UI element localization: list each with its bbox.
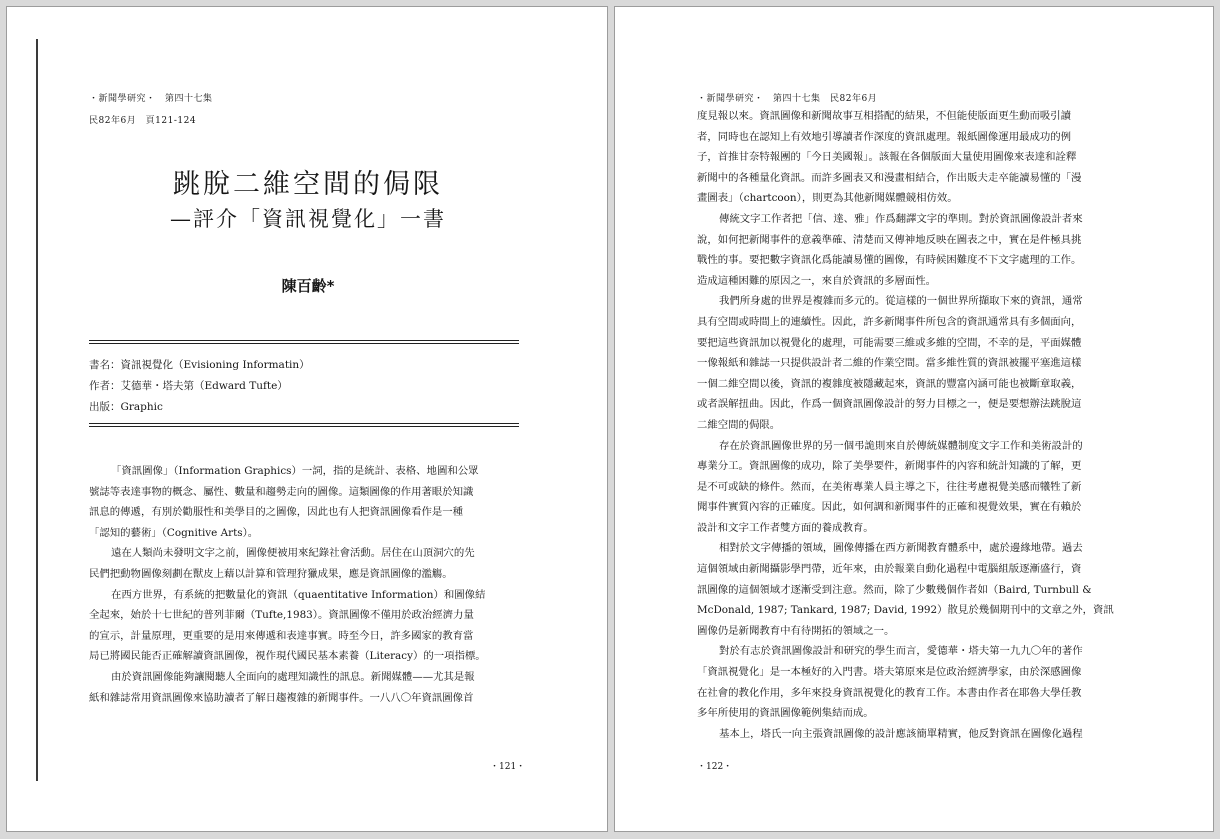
text-line: 對於有志於資訊圖像設計和研究的學生而言，愛德華・塔夫第一九九〇年的著作 <box>719 645 1083 658</box>
book-title: 書名：資訊視覺化（Evisioning Informatin） <box>89 359 310 371</box>
top-divider <box>89 340 519 344</box>
right-page <box>614 6 1214 832</box>
text-line: 戰性的事。要把數字資訊化爲能讀易懂的圖像，有時候困難度不下文字處理的工作。 <box>697 254 1082 267</box>
text-line: 設計和文字工作者雙方面的養成教育。 <box>697 521 874 534</box>
journal-header: ・新聞學研究・ 第四十七集 民82年6月 <box>697 94 878 104</box>
text-line: McDonald, 1987; Tankard, 1987; David, 1992）散見於幾個期刊中的文章之外，資訊 <box>697 604 1114 617</box>
article-title: 跳脫二維空間的侷限 <box>173 169 443 200</box>
text-line: 「資訊視覺化」是一本極好的入門書。塔夫第原來是位政治經濟學家，由於深感圖像 <box>697 666 1082 679</box>
text-line: 相對於文字傳播的領域，圖像傳播在西方新聞教育體系中，處於邊緣地帶。過去 <box>719 542 1083 555</box>
text-line: 二維空間的侷限。 <box>697 418 781 431</box>
text-line: 「認知的藝術」（Cognitive Arts）。 <box>89 526 259 539</box>
page-number: ・122・ <box>697 762 733 772</box>
right-body-text <box>697 106 1137 744</box>
text-line: 局已將國民能否正確解讀資訊圖像，視作現代國民基本素養（Literacy）的一項指標。 <box>89 650 486 663</box>
text-line: 民們把動物圖像刻劃在獸皮上藉以計算和管理狩獵成果，應是資訊圖像的濫觴。 <box>89 567 453 580</box>
text-line: 圖像仍是新聞教育中有待開拓的領域之一。 <box>697 624 895 637</box>
text-line: 我們所身處的世界是複雜而多元的。從這樣的一個世界所擷取下來的資訊，通常 <box>719 295 1083 308</box>
text-line: 「資訊圖像」（Information Graphics）一詞，指的是統計、表格、地圖和公眾 <box>111 465 479 477</box>
text-line: 這個領域由新聞攝影學門帶，近年來，由於報業自動化過程中電腦組版逐漸盛行，資 <box>697 563 1082 576</box>
left-margin-line <box>36 39 38 781</box>
text-line: 一像報紙和雜誌一只提供設計者二維的作業空間。當多維性質的資訊被擺平塞進這樣 <box>697 357 1082 370</box>
text-line: 聞事件實質內容的正確度。因此，如何調和新聞事件的正確和視覺效果，實在有賴於 <box>697 501 1082 514</box>
journal-header: ・新聞學研究・ 第四十七集 <box>89 94 213 104</box>
text-line: 存在於資訊圖像世界的另一個弔詭則來自於傳統媒體制度文字工作和美術設計的 <box>719 439 1083 452</box>
text-line: 是不可或缺的條件。然而，在美術專業人員主導之下，往往考慮視覺美感而犧牲了新 <box>697 480 1082 493</box>
issue-date-pages: 民82年6月 頁121-124 <box>89 116 197 126</box>
text-line: 傳統文字工作者把「信、達、雅」作爲翻譯文字的準則。對於資訊圖像設計者來 <box>719 212 1083 225</box>
left-body-text <box>89 461 529 708</box>
text-line: 全起來，始於十七世紀的普列菲爾（Tufte,1983）。資訊圖像不僅用於政治經濟力量 <box>89 609 474 622</box>
text-line: 一個二維空間以後，資訊的複雜度被隱藏起來，資訊的豐富內涵可能也被斷章取義， <box>697 377 1082 390</box>
article-subtitle: —評介「資訊視覺化」一書 <box>170 207 446 231</box>
book-publisher: 出版：Graphic <box>89 401 163 413</box>
text-line: 新聞中的各種量化資訊。而許多圖表又和漫畫相結合，作出販夫走卒能讀易懂的「漫 <box>697 171 1082 184</box>
text-line: 基本上，塔氏一向主張資訊圖像的設計應該簡單精實，他反對資訊在圖像化過程 <box>719 727 1083 740</box>
text-line: 遠在人類尚未發明文字之前，圖像便被用來紀錄社會活動。居住在山頂洞穴的先 <box>111 547 475 560</box>
text-line: 者，同時也在認知上有效地引導讀者作深度的資訊處理。報紙圖像運用最成功的例 <box>697 130 1072 143</box>
text-line: 紙和雜誌常用資訊圖像來協助讀者了解日趨複雜的新聞事件。一八八〇年資訊圖像首 <box>89 691 474 704</box>
text-line: 或者誤解扭曲。因此，作爲一個資訊圖像設計的努力目標之一，便是要想辦法跳脫這 <box>697 398 1082 411</box>
text-line: 的宣示，計量原理，更重要的是用來傳遞和表達事實。時至今日，許多國家的教育當 <box>89 629 474 642</box>
text-line: 子，首推甘奈特報團的「今日美國報」。該報在各個版面大量使用圖像來表達和詮釋 <box>697 151 1077 164</box>
text-line: 訊息的傳遞，有別於勸服性和美學目的之圖像，因此也有人把資訊圖像看作是一種 <box>89 506 464 519</box>
text-line: 說，如何把新聞事件的意義準確、清楚而又傳神地反映在圖表之中，實在是件極具挑 <box>697 233 1082 246</box>
text-line: 造成這種困難的原因之一，來自於資訊的多層面性。 <box>697 274 936 287</box>
text-line: 具有空間或時間上的連續性。因此，許多新聞事件所包含的資訊通常具有多個面向， <box>697 315 1082 328</box>
text-line: 在社會的教化作用，多年來投身資訊視覺化的教育工作。本書由作者在耶魯大學任教 <box>697 686 1082 699</box>
text-line: 要把這些資訊加以視覺化的處理，可能需要三維或多維的空間，不幸的是，平面媒體 <box>697 336 1082 349</box>
article-author: 陳百齡* <box>281 277 335 295</box>
text-line: 訊圖像的這個領域才逐漸受到注意。然而，除了少數幾個作者如（Baird, Turnbull & <box>697 583 1092 596</box>
text-line: 號誌等表達事物的概念、屬性、數量和趨勢走向的圖像。這類圖像的作用著眼於知識 <box>89 485 474 498</box>
text-line: 專業分工。資訊圖像的成功，除了美學要件，新聞事件的內容和統計知識的了解，更 <box>697 460 1082 473</box>
book-author: 作者：艾德華・塔夫第（Edward Tufte） <box>89 380 288 392</box>
text-line: 由於資訊圖像能夠讓閱聽人全面向的處理知識性的訊息。新聞媒體——尤其是報 <box>111 670 475 683</box>
text-line: 度見報以來。資訊圖像和新聞故事互相搭配的結果，不但能使版面更生動而吸引讀 <box>697 110 1072 122</box>
text-line: 多年所使用的資訊圖像範例集結而成。 <box>697 707 874 720</box>
text-line: 在西方世界，有系統的把數量化的資訊（quaentitative Information）和圖像結 <box>111 588 486 601</box>
text-line: 畫圖表」（chartcoon），則更為其他新聞媒體競相仿效。 <box>697 192 958 205</box>
page-number: ・121・ <box>490 762 526 772</box>
bottom-divider <box>89 423 519 427</box>
left-page <box>6 6 608 832</box>
